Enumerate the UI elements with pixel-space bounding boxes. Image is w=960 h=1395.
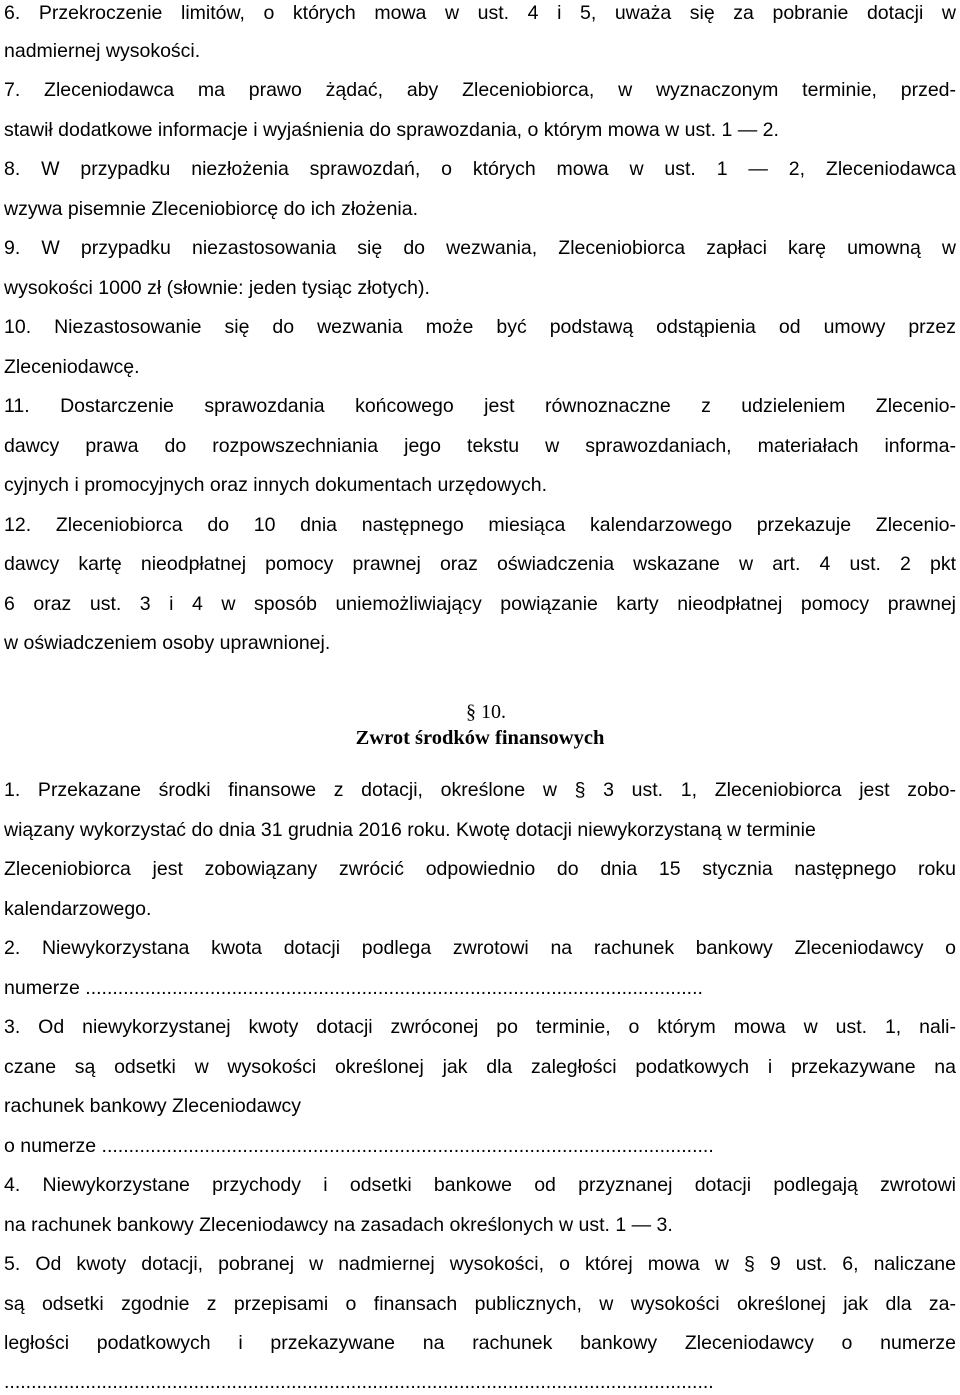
text-line: 3. Od niewykorzystanej kwoty dotacji zwróconej po terminie, o którym mowa w ust. 1, nali- [4, 1016, 956, 1038]
text-line: Zleceniodawcę. [4, 356, 140, 378]
text-line: kalendarzowego. [4, 898, 152, 920]
text-line: 2. Niewykorzystana kwota dotacji podlega zwrotowi na rachunek bankowy Zleceniodawcy o [4, 937, 956, 959]
text-line: 6. Przekroczenie limitów, o których mowa w ust. 4 i 5, uważa się za pobranie dotacji w [4, 2, 956, 24]
text-line: 10. Niezastosowanie się do wezwania może być podstawą odstąpienia od umowy przez [4, 316, 956, 338]
text-line: dawcy kartę nieodpłatnej pomocy prawnej oraz oświadczenia wskazane w art. 4 ust. 2 pkt [4, 553, 956, 575]
section-number: § 10. [466, 701, 506, 723]
text-line: 6 oraz ust. 3 i 4 w sposób uniemożliwiający powiązanie karty nieodpłatnej pomocy prawnej [4, 593, 956, 615]
text-line: wysokości 1000 zł (słownie: jeden tysiąc złotych). [4, 277, 430, 299]
text-line: cyjnych i promocyjnych oraz innych dokumentach urzędowych. [4, 474, 548, 496]
text-line: ................................................................................................................................... [4, 1371, 714, 1393]
text-line: stawił dodatkowe informacje i wyjaśnienia do sprawozdania, o którym mowa w ust. 1 — 2. [4, 119, 779, 141]
text-line: wzywa pisemnie Zleceniobiorcę do ich złożenia. [4, 198, 419, 220]
text-line: na rachunek bankowy Zleceniodawcy na zasadach określonych w ust. 1 — 3. [4, 1214, 673, 1236]
text-line: 1. Przekazane środki finansowe z dotacji, określone w § 3 ust. 1, Zleceniobiorca jest zobo- [4, 779, 956, 801]
text-line: w oświadczeniem osoby uprawnionej. [4, 632, 331, 654]
text-line: 4. Niewykorzystane przychody i odsetki bankowe od przyznanej dotacji podlegają zwrotowi [4, 1174, 956, 1196]
text-line: czane są odsetki w wysokości określonej jak dla zaległości podatkowych i przekazywane na [4, 1056, 956, 1078]
text-line: dawcy prawa do rozpowszechniania jego tekstu w sprawozdaniach, materiałach informa- [4, 435, 956, 457]
text-line: 5. Od kwoty dotacji, pobranej w nadmiernej wysokości, o której mowa w § 9 ust. 6, naliczane [4, 1253, 956, 1275]
text-line: wiązany wykorzystać do dnia 31 grudnia 2016 roku. Kwotę dotacji niewykorzystaną w terminie [4, 819, 816, 841]
text-line: numerze .................................................................................................................. [4, 977, 703, 999]
text-line: ległości podatkowych i przekazywane na rachunek bankowy Zleceniodawcy o numerze [4, 1332, 956, 1354]
text-line: Zleceniobiorca jest zobowiązany zwrócić odpowiednio do dnia 15 stycznia następnego roku [4, 858, 956, 880]
text-line: rachunek bankowy Zleceniodawcy [4, 1095, 301, 1117]
text-line: 9. W przypadku niezastosowania się do wezwania, Zleceniobiorca zapłaci karę umowną w [4, 237, 956, 259]
text-line: 8. W przypadku niezłożenia sprawozdań, o których mowa w ust. 1 — 2, Zleceniodawca [4, 158, 956, 180]
text-line: są odsetki zgodnie z przepisami o finansach publicznych, w wysokości określonej jak dla za- [4, 1293, 956, 1315]
text-line: nadmiernej wysokości. [4, 40, 201, 62]
section-heading: Zwrot środków finansowych [355, 727, 605, 749]
text-line: 7. Zleceniodawca ma prawo żądać, aby Zleceniobiorca, w wyznaczonym terminie, przed- [4, 79, 956, 101]
text-line: o numerze ................................................................................................................. [4, 1135, 714, 1157]
text-line: 12. Zleceniobiorca do 10 dnia następnego miesiąca kalendarzowego przekazuje Zlecenio- [4, 514, 956, 536]
text-line: 11. Dostarczenie sprawozdania końcowego jest równoznaczne z udzieleniem Zlecenio- [4, 395, 956, 417]
